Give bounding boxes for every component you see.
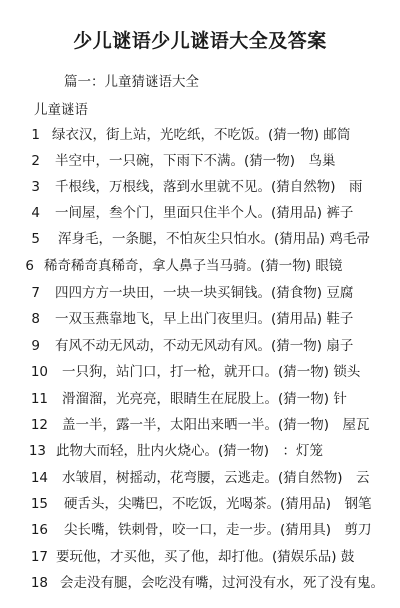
riddle-item <box>0 308 400 330</box>
riddle-text: 一间屋，叁个门，里面只住半个人。(猜用品) 裤子 <box>55 205 354 221</box>
riddle-item <box>0 519 400 541</box>
riddle-number: 3 <box>31 179 40 195</box>
riddle-number: 7 <box>31 285 40 301</box>
riddle-text: 四四方方一块田，一块一块买铜钱。(猜食物) 豆腐 <box>55 285 354 301</box>
riddle-item <box>0 388 400 410</box>
riddle-item <box>0 440 400 462</box>
riddle-item <box>0 414 400 436</box>
riddle-number: 15 <box>30 496 48 512</box>
riddle-item <box>0 176 400 198</box>
riddle-number: 5 <box>31 231 40 247</box>
riddle-number: 6 <box>25 258 34 274</box>
section-heading: 儿童谜语 <box>34 102 88 118</box>
riddle-text: 硬舌头，尖嘴巴，不吃饭，光喝茶。(猜用品) 钢笔 <box>64 496 372 512</box>
riddle-item <box>0 202 400 224</box>
riddle-text: 盖一半，露一半，太阳出来晒一半。(猜一物) 屋瓦 <box>62 417 370 433</box>
riddle-text: 半空中，一只碗，下雨下不满。(猜一物) 鸟巢 <box>55 153 336 169</box>
riddle-text: 一只狗，站门口，打一枪，就开口。(猜一物) 锁头 <box>62 364 361 380</box>
riddle-number: 18 <box>30 575 48 591</box>
riddle-text: 千根线，万根线，落到水里就不见。(猜自然物) 雨 <box>55 179 363 195</box>
riddle-number: 16 <box>30 522 48 538</box>
riddle-text: 稀奇稀奇真稀奇，拿人鼻子当马骑。(猜一物) 眼镜 <box>44 258 343 274</box>
riddle-item <box>0 572 400 594</box>
riddle-number: 11 <box>30 391 48 407</box>
riddle-item <box>0 228 400 250</box>
riddle-text: 有风不动无风动，不动无风动有风。(猜一物) 扇子 <box>55 338 354 354</box>
riddle-text: 此物大而轻，肚内火烧心。(猜一物) ：灯笼 <box>56 443 324 459</box>
riddle-item <box>0 546 400 568</box>
riddle-number: 9 <box>31 338 40 354</box>
riddle-number: 17 <box>30 549 48 565</box>
riddle-number: 1 <box>31 127 40 143</box>
riddle-text: 绿衣汉，街上站，光吃纸，不吃饭。(猜一物) 邮筒 <box>52 127 351 143</box>
riddle-text: 要玩他，才买他，买了他，却打他。(猜娱乐品) 鼓 <box>56 549 355 565</box>
riddle-item <box>0 282 400 304</box>
riddle-text: 一双玉燕靠地飞，早上出门夜里归。(猜用品) 鞋子 <box>55 311 354 327</box>
riddle-item <box>0 150 400 172</box>
riddle-number: 10 <box>30 364 48 380</box>
riddle-number: 12 <box>30 417 48 433</box>
riddle-text: 滑溜溜，光亮亮，眼睛生在屁股上。(猜一物) 针 <box>62 391 347 407</box>
riddle-number: 2 <box>31 153 40 169</box>
riddle-item <box>0 335 400 357</box>
riddle-text: 水皱眉，树摇动，花弯腰，云逃走。(猜自然物) 云 <box>62 470 370 486</box>
riddle-number: 13 <box>28 443 46 459</box>
riddle-item <box>0 255 400 277</box>
riddle-item <box>0 493 400 515</box>
riddle-text: 尖长嘴，铁刺骨，咬一口，走一步。(猜用具) 剪刀 <box>64 522 372 538</box>
riddle-item <box>0 467 400 489</box>
page-title: 少儿谜语少儿谜语大全及答案 <box>73 30 327 52</box>
subtitle: 篇一：儿童猜谜语大全 <box>64 74 199 90</box>
riddle-text: 会走没有腿，会吃没有嘴，过河没有水，死了没有鬼。 <box>60 575 384 591</box>
riddle-number: 8 <box>31 311 40 327</box>
riddle-number: 4 <box>31 205 40 221</box>
riddle-item <box>0 124 400 146</box>
riddle-item <box>0 361 400 383</box>
riddle-number: 14 <box>30 470 48 486</box>
riddle-text: 浑身毛，一条腿，不怕灰尘只怕水。(猜用品) 鸡毛帚 <box>58 231 370 247</box>
